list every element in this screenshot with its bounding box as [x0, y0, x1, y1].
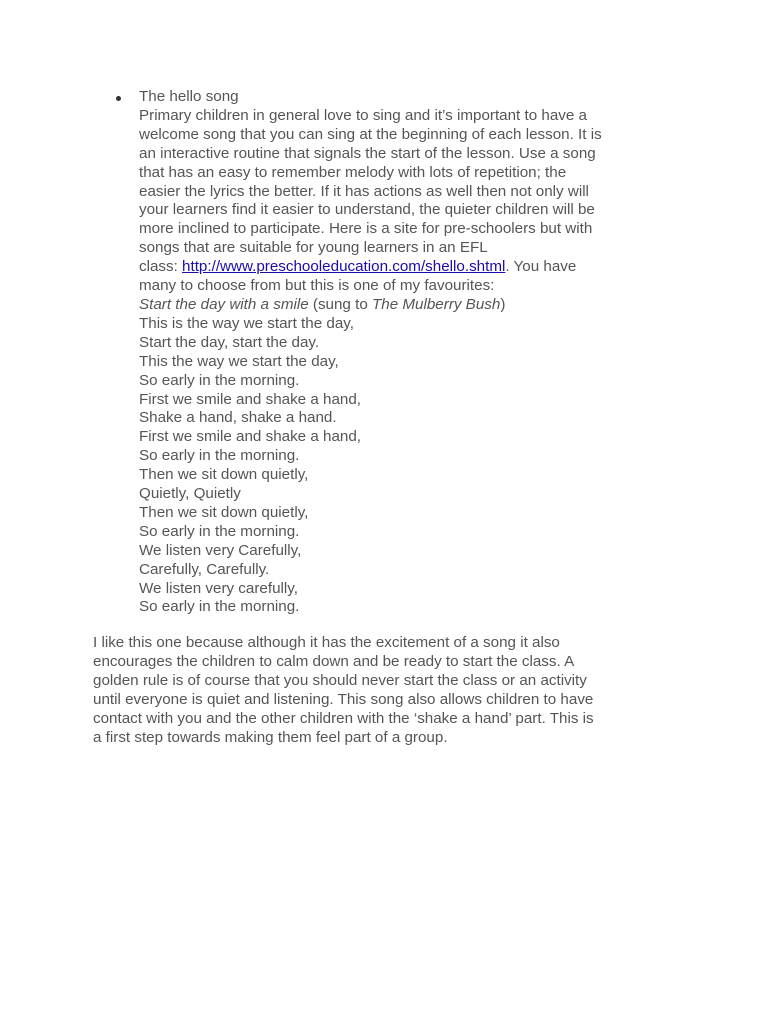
lyric-line: Quietly, Quietly [139, 485, 241, 503]
link-suffix: . You have [505, 258, 577, 276]
song-title: Start the day with a smile [139, 295, 309, 313]
intro-line: an interactive routine that signals the start of the lesson. Use a song [139, 144, 596, 162]
lyric-line: This the way we start the day, [139, 352, 339, 370]
intro-line: that has an easy to remember melody with lots of repetition; the [139, 163, 567, 181]
bullet-dot-icon [116, 96, 121, 101]
closing-line: contact with you and the other children with the ‘shake a hand’ part. This is [93, 709, 594, 727]
intro-line: Primary children in general love to sing and it’s important to have a [139, 106, 587, 124]
link-line [139, 258, 679, 277]
lyric-line: We listen very Carefully, [139, 541, 302, 559]
lyric-line: So early in the morning. [139, 371, 300, 389]
lyric-line: So early in the morning. [139, 447, 300, 465]
lyric-line: This is the way we start the day, [139, 314, 354, 332]
closing-line: I like this one because although it has the excitement of a song it also [93, 634, 560, 651]
lyric-line: First we smile and shake a hand, [139, 390, 362, 408]
intro-line: welcome song that you can sing at the beginning of each lesson. It is [139, 125, 602, 143]
lyric-line: So early in the morning. [139, 522, 300, 540]
lyric-line: Then we sit down quietly, [139, 466, 309, 484]
intro-line: more inclined to participate. Here is a site for pre-schoolers but with [139, 220, 593, 238]
lyric-line: So early in the morning. [139, 598, 300, 616]
bullet-item-hello-song [139, 88, 679, 617]
bullet-heading: The hello song [139, 88, 239, 105]
sung-to-suffix: ) [500, 295, 506, 313]
song-title-line [139, 296, 679, 315]
lyric-line: Then we sit down quietly, [139, 503, 309, 521]
sung-to-prefix: (sung to [308, 295, 372, 313]
link-prefix: class: [139, 258, 183, 276]
closing-line: a first step towards making them feel part of a group. [93, 728, 448, 746]
preschool-site-link[interactable]: http://www.preschooleducation.com/shello.shtml [182, 258, 506, 276]
closing-paragraph [93, 634, 683, 747]
intro-line: your learners find it easier to understand, the quieter children will be [139, 201, 595, 219]
lyric-line: Shake a hand, shake a hand. [139, 409, 337, 427]
closing-line: golden rule is of course that you should never start the class or an activity [93, 671, 587, 689]
closing-line: encourages the children to calm down and be ready to start the class. A [93, 652, 575, 670]
closing-line: until everyone is quiet and listening. This song also allows children to have [93, 690, 594, 708]
intro-line: songs that are suitable for young learners in an EFL [139, 239, 488, 257]
intro-line: easier the lyrics the better. If it has actions as well then not only will [139, 182, 589, 200]
lyric-line: First we smile and shake a hand, [139, 428, 362, 446]
intro-line: many to choose from but this is one of my favourites: [139, 277, 495, 295]
lyric-line: Start the day, start the day. [139, 333, 320, 351]
lyric-line: We listen very carefully, [139, 579, 298, 597]
lyric-line: Carefully, Carefully. [139, 560, 270, 578]
tune-name: The Mulberry Bush [372, 295, 501, 313]
